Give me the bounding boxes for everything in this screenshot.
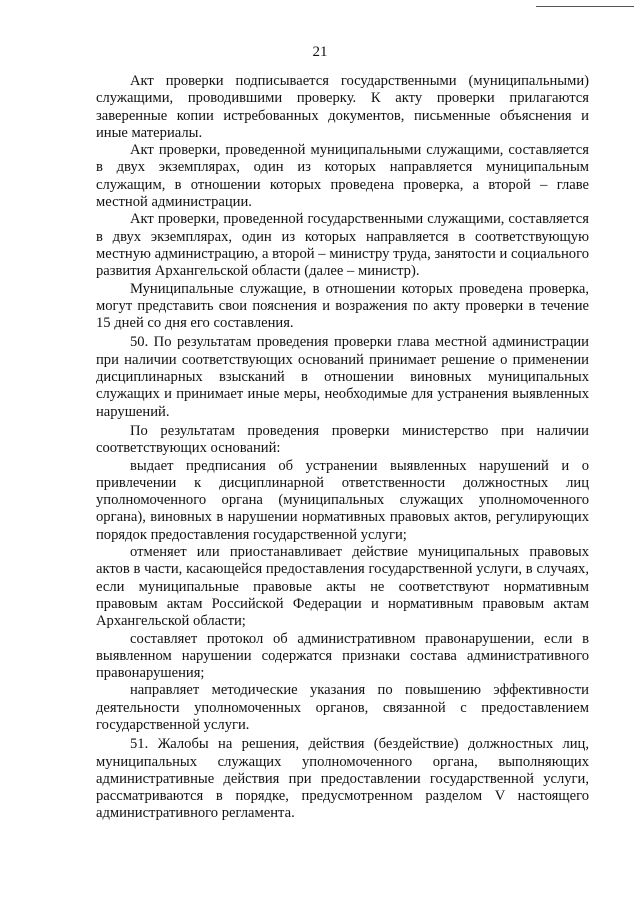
paragraph-guidelines: направляет методические указания по повышению эффективности деятельности уполномоченных органов, связанной с предоставлением государственной услуги. <box>96 682 589 733</box>
paragraph-clause-51: 51. Жалобы на решения, действия (бездействие) должностных лиц, муниципальных служащих уполномоченного органа, выполняющих административные действия при предоставлении государственной услуги, рассматриваются в порядке, предусмотренном разделом V настоящего административного регламента. <box>96 736 589 822</box>
paragraph-ministry-results: По результатам проведения проверки министерство при наличии соответствующих оснований: <box>96 422 589 457</box>
paragraph-clause-50: 50. По результатам проведения проверки глава местной администрации при наличии соответствующих оснований принимает решение о применении дисциплинарных взысканий в отношении виновных муниципальных служащих и принимает иные меры, необходимые для устранения выявленных нарушений. <box>96 334 589 420</box>
paragraph-protocol: составляет протокол об административном правонарушении, если в выявленном нарушении содержатся признаки состава административного правонарушения; <box>96 630 589 682</box>
paragraph-issues-orders: выдает предписания об устранении выявленных нарушений и о привлечении к дисциплинарной ответственности должностных лиц уполномоченного органа (муниципальных служащих уполномоченного органа), виновных в нарушении нормативных правовых актов, регулирующих порядок предоставления государственной услуги; <box>96 457 589 543</box>
paragraph-act-state: Акт проверки, проведенной государственными служащими, составляется в двух экземплярах, один из которых направляется в соответствующую местную администрацию, а второй – министру труда, занятости и социального развития Архангельской области (далее – министр). <box>96 211 589 280</box>
document-body <box>96 73 589 823</box>
paragraph-act-signing: Акт проверки подписывается государственными (муниципальными) служащими, проводившими проверку. К акту проверки прилагаются заверенные копии истребованных документов, письменные объяснения и иные материалы. <box>96 73 589 141</box>
paragraph-objections: Муниципальные служащие, в отношении которых проведена проверка, могут представить свои пояснения и возражения по акту проверки в течение 15 дней со дня его составления. <box>96 280 589 332</box>
page-number: 21 <box>312 44 328 60</box>
paragraph-act-municipal: Акт проверки, проведенной муниципальными служащими, составляется в двух экземплярах, один из которых направляется муниципальным служащим, в отношении которых проведена проверка, а второй – главе местной администрации. <box>96 142 589 211</box>
scan-artifact-line <box>536 6 634 7</box>
paragraph-cancels-acts: отменяет или приостанавливает действие муниципальных правовых актов в части, касающейся предоставления государственной услуги, в случаях, если муниципальные правовые акты не соответствуют нормативным правовым актам Российской Федерации и нормативным правовым актам Архангельской области; <box>96 544 589 630</box>
